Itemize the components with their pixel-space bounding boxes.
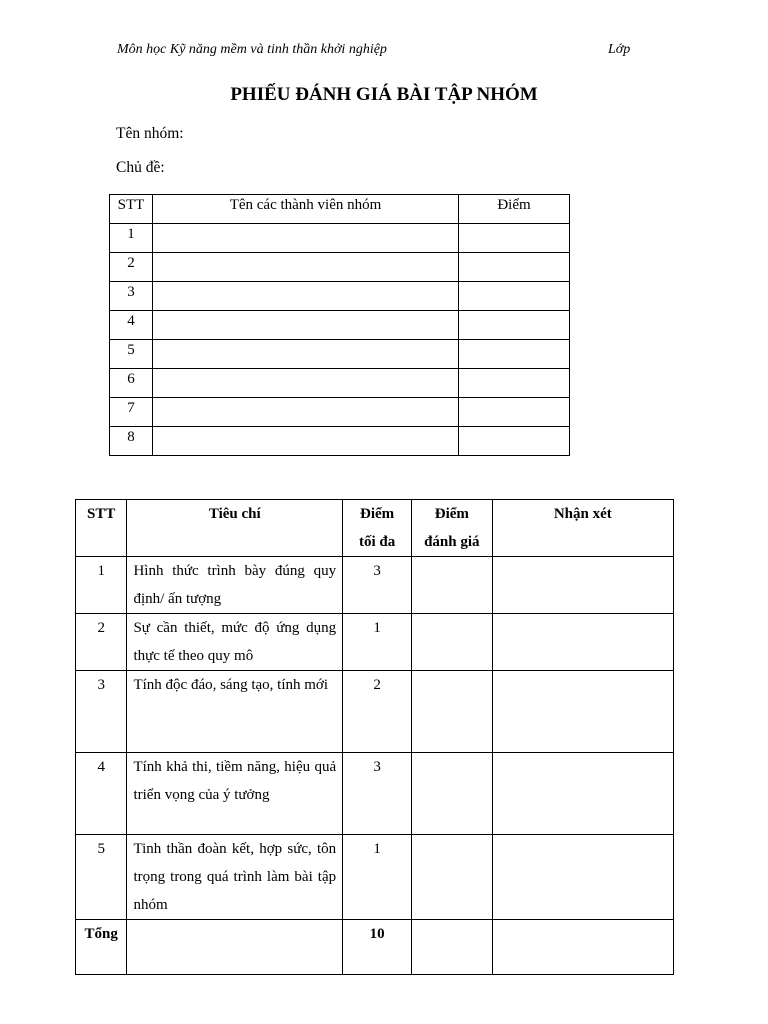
member-score-cell[interactable]: [459, 311, 570, 340]
header-max-line1: Điểm: [360, 506, 395, 522]
member-name-cell[interactable]: [153, 311, 459, 340]
criteria-comment-cell[interactable]: [492, 671, 673, 753]
criteria-table: [75, 499, 674, 975]
total-row: [76, 920, 674, 975]
member-name-cell[interactable]: [153, 253, 459, 282]
criteria-stt: 3: [76, 671, 127, 753]
class-label: Lớp: [608, 42, 631, 57]
header-max-line2: tối đa: [358, 534, 396, 550]
criteria-stt: 1: [76, 557, 127, 614]
row-number: 6: [110, 369, 153, 398]
table-row: [110, 224, 570, 253]
table-row: [110, 311, 570, 340]
criteria-max-score: 3: [343, 557, 412, 614]
criteria-text: Tinh thần đoàn kết, hợp sức, tôn trọng trong quá trình làm bài tập nhóm: [127, 835, 343, 920]
row-number: 3: [110, 282, 153, 311]
header-eval-line2: đánh giá: [424, 534, 480, 550]
criteria-header-row: [76, 500, 674, 557]
row-number: 1: [110, 224, 153, 253]
criteria-max-score: 1: [343, 835, 412, 920]
table-row: [76, 753, 674, 835]
table-row: [110, 340, 570, 369]
table-row: [76, 614, 674, 671]
table-row: [110, 282, 570, 311]
member-name-cell[interactable]: [153, 224, 459, 253]
row-number: 8: [110, 427, 153, 456]
page-title: PHIẾU ĐÁNH GIÁ BÀI TẬP NHÓM: [230, 84, 538, 105]
criteria-eval-cell[interactable]: [412, 835, 493, 920]
criteria-text: Hình thức trình bày đúng quy định/ ấn tượng: [127, 557, 343, 614]
header-member-name: Tên các thành viên nhóm: [153, 195, 459, 224]
course-name: Môn học Kỹ năng mềm và tinh thần khởi nghiệp: [117, 42, 387, 57]
topic-label: Chủ đề:: [116, 159, 165, 176]
member-name-cell[interactable]: [153, 340, 459, 369]
group-name-label: Tên nhóm:: [116, 125, 184, 142]
row-number: 5: [110, 340, 153, 369]
total-criteria-cell: [127, 920, 343, 975]
criteria-stt: 4: [76, 753, 127, 835]
members-header-row: [110, 195, 570, 224]
row-number: 7: [110, 398, 153, 427]
criteria-eval-cell[interactable]: [412, 671, 493, 753]
member-name-cell[interactable]: [153, 369, 459, 398]
table-row: [110, 253, 570, 282]
criteria-stt: 5: [76, 835, 127, 920]
criteria-comment-cell[interactable]: [492, 835, 673, 920]
member-score-cell[interactable]: [459, 253, 570, 282]
member-score-cell[interactable]: [459, 340, 570, 369]
header-score: Điểm: [459, 195, 570, 224]
total-eval-cell[interactable]: [412, 920, 493, 975]
member-name-cell[interactable]: [153, 282, 459, 311]
total-comment-cell[interactable]: [492, 920, 673, 975]
member-score-cell[interactable]: [459, 224, 570, 253]
criteria-text: Tính khả thi, tiềm năng, hiệu quả triển vọng của ý tưởng: [127, 753, 343, 835]
criteria-comment-cell[interactable]: [492, 557, 673, 614]
member-score-cell[interactable]: [459, 398, 570, 427]
header-eval-score: [412, 500, 493, 557]
criteria-text: Tính độc đáo, sáng tạo, tính mới: [127, 671, 343, 753]
criteria-eval-cell[interactable]: [412, 557, 493, 614]
members-table: [109, 194, 570, 456]
criteria-max-score: 1: [343, 614, 412, 671]
member-name-cell[interactable]: [153, 398, 459, 427]
criteria-stt: 2: [76, 614, 127, 671]
header-stt: STT: [110, 195, 153, 224]
criteria-max-score: 3: [343, 753, 412, 835]
header-eval-line1: Điểm: [434, 506, 469, 522]
table-row: [76, 557, 674, 614]
header-comment: Nhận xét: [492, 500, 673, 557]
member-score-cell[interactable]: [459, 282, 570, 311]
header-max-score: [343, 500, 412, 557]
row-number: 4: [110, 311, 153, 340]
header-criteria: Tiêu chí: [127, 500, 343, 557]
row-number: 2: [110, 253, 153, 282]
criteria-max-score: 2: [343, 671, 412, 753]
header-stt: STT: [76, 500, 127, 557]
criteria-eval-cell[interactable]: [412, 753, 493, 835]
table-row: [110, 427, 570, 456]
table-row: [110, 369, 570, 398]
total-max-score: 10: [343, 920, 412, 975]
criteria-comment-cell[interactable]: [492, 753, 673, 835]
member-name-cell[interactable]: [153, 427, 459, 456]
table-row: [110, 398, 570, 427]
member-score-cell[interactable]: [459, 369, 570, 398]
total-label: Tổng: [76, 920, 127, 975]
table-row: [76, 671, 674, 753]
table-row: [76, 835, 674, 920]
criteria-text: Sự cần thiết, mức độ ứng dụng thực tế theo quy mô: [127, 614, 343, 671]
member-score-cell[interactable]: [459, 427, 570, 456]
criteria-eval-cell[interactable]: [412, 614, 493, 671]
criteria-comment-cell[interactable]: [492, 614, 673, 671]
